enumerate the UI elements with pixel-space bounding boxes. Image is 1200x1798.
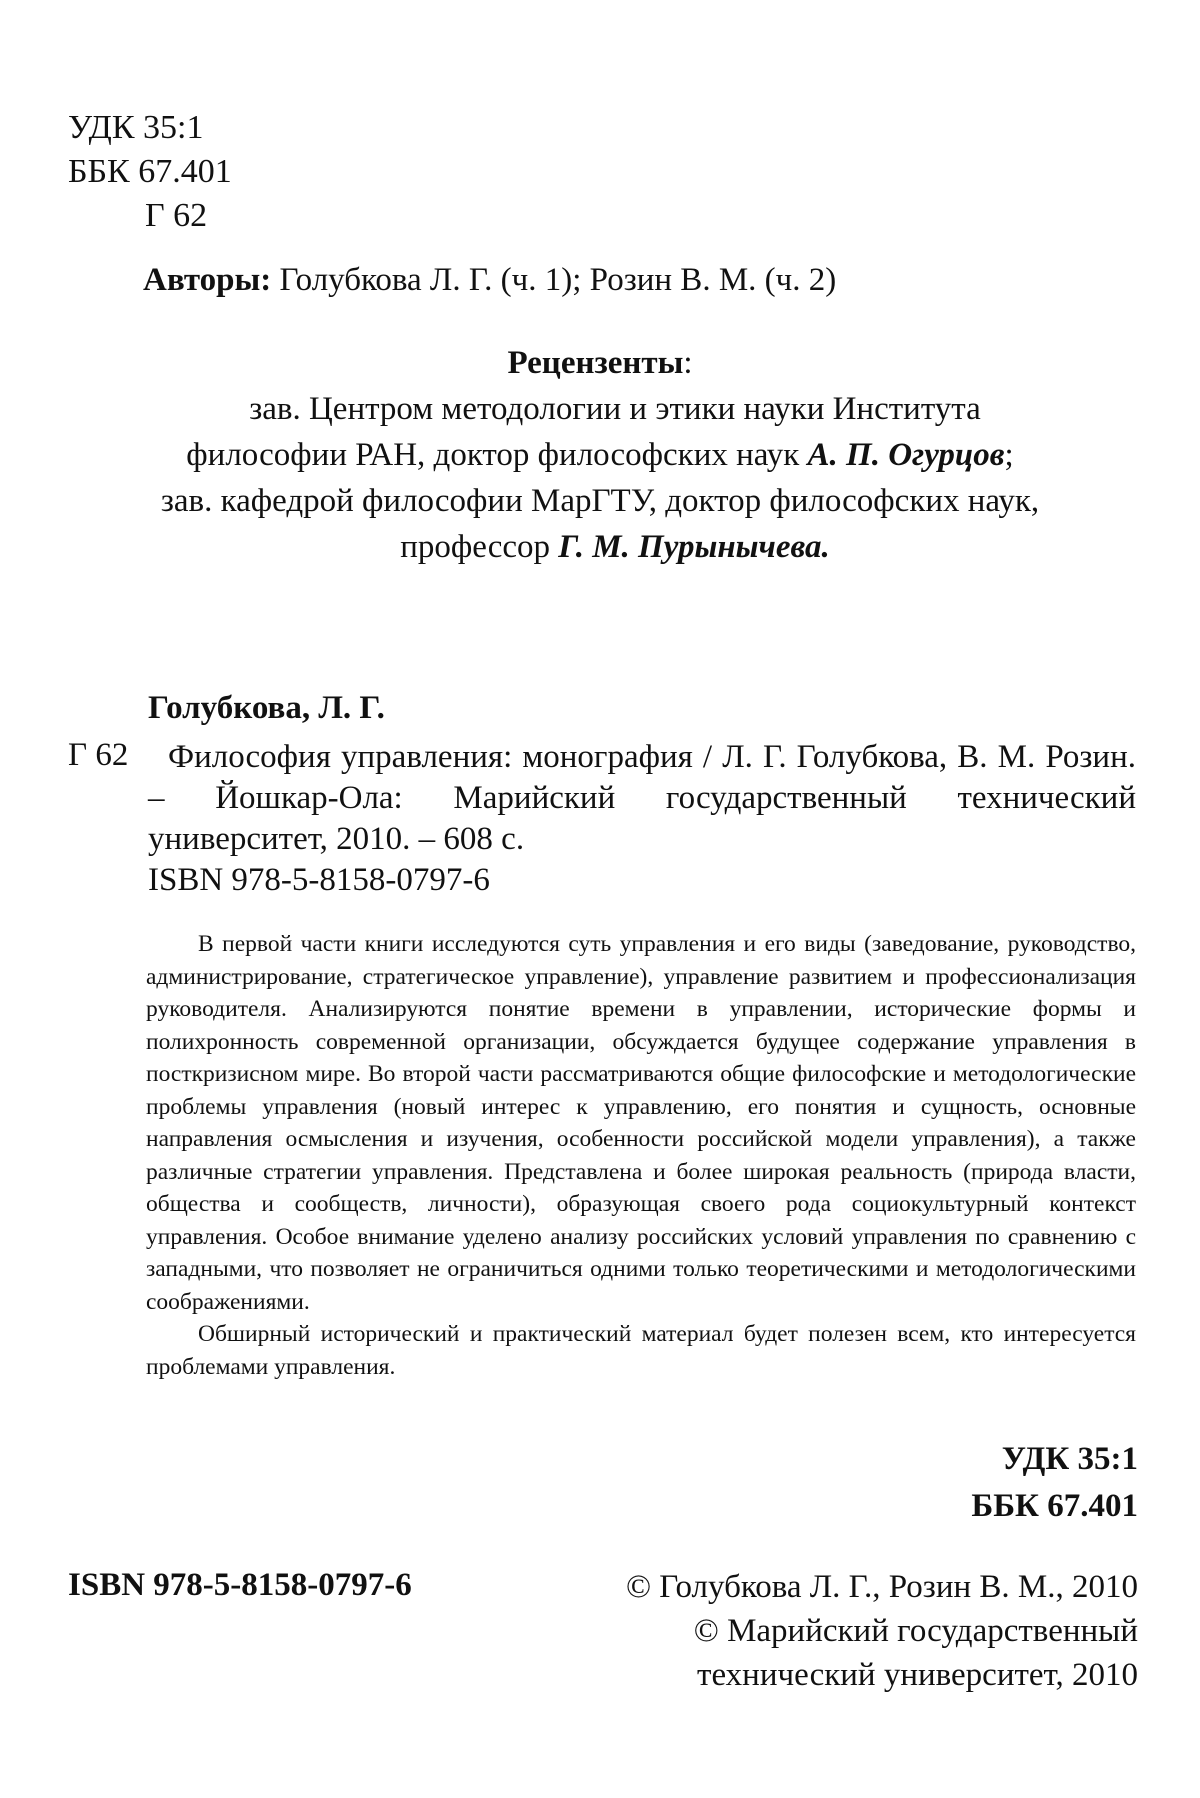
copyright-line-1: © Голубкова Л. Г., Розин В. М., 2010 — [625, 1569, 1138, 1605]
bottom-bbk-code: ББК 67.401 — [971, 1488, 1138, 1524]
catalog-description — [148, 737, 1136, 901]
bbk-code: ББК 67.401 — [68, 153, 232, 190]
reviewer-2-line: зав. кафедрой философии МарГТУ, доктор философских наук, — [160, 483, 1040, 519]
reviewer-1-end: ; — [1004, 437, 1014, 473]
reviewer-1-position: философии РАН, доктор философских наук — [186, 437, 808, 473]
udk-code: УДК 35:1 — [68, 109, 204, 146]
catalog-isbn: ISBN 978-5-8158-0797-6 — [148, 862, 490, 898]
author-mark: Г 62 — [145, 197, 208, 234]
bottom-classification-codes — [971, 1436, 1138, 1530]
annotation-paragraph-2: Обширный исторический и практический материал будет полезен всем, кто интересуется проблемами управления. — [146, 1321, 1136, 1380]
reviewer-2-position: профессор — [400, 529, 559, 565]
authors-text: Голубкова Л. Г. (ч. 1); Розин В. М. (ч. 2) — [279, 262, 837, 298]
authors-label: Авторы: — [143, 262, 272, 298]
reviewer-2-name: Г. М. Пурынычева. — [558, 529, 830, 565]
reviewer-2-line-2 — [0, 524, 1200, 570]
copyright-line-2: © Марийский государственный — [693, 1613, 1138, 1649]
reviewers-title — [0, 340, 1200, 386]
copyright-line-3: технический университет, 2010 — [697, 1657, 1138, 1693]
reviewer-1-line: зав. Центром методологии и этики науки Института — [249, 391, 981, 427]
isbn-bottom: ISBN 978-5-8158-0797-6 — [68, 1567, 412, 1603]
authors-line — [143, 262, 836, 299]
reviewers-block — [0, 340, 1200, 570]
reviewer-1-line-2 — [0, 432, 1200, 478]
reviewer-1-name: А. П. Огурцов — [807, 437, 1005, 473]
catalog-description-text: Философия управления: монография / Л. Г. Голубкова, В. М. Розин. – Йошкар-Ола: Марийский государственный технический университет, 2010. – 608 с. — [148, 739, 1136, 857]
reviewers-title-text: Рецензенты — [507, 345, 684, 381]
catalog-code: Г 62 — [68, 737, 129, 773]
catalog-author-heading: Голубкова, Л. Г. — [148, 690, 385, 726]
bottom-udk-code: УДК 35:1 — [1001, 1441, 1138, 1477]
annotation-paragraph-1: В первой части книги исследуются суть управления и его виды (заведование, руководство, администрирование, стратегическое управление), управление развитием и профессионализация руководителя. Анализируются понятие времени в управлении, исторические формы и полихронность современной организации, обсуждается будущее содержание управления в посткризисном мире. Во второй части рассматриваются общие философские и методологические проблемы управления (новый интерес к управлению, его понятия и сущность, основные направления осмысления и изучения, особенности российской модели управления), а также различные стратегии управления. Представлена и более широкая реальность (природа власти, общества и сообществ, личности), образующая своего рода социокультурный контекст управления. Особое внимание уделено анализу российских условий управления по сравнению с западными, что позволяет не ограничиться одними только теоретическими и методологическими соображениями. — [146, 931, 1136, 1315]
annotation — [146, 928, 1136, 1383]
copyright-block — [626, 1565, 1138, 1697]
top-classification-codes — [68, 106, 232, 238]
reviewers-title-colon: : — [683, 345, 693, 381]
